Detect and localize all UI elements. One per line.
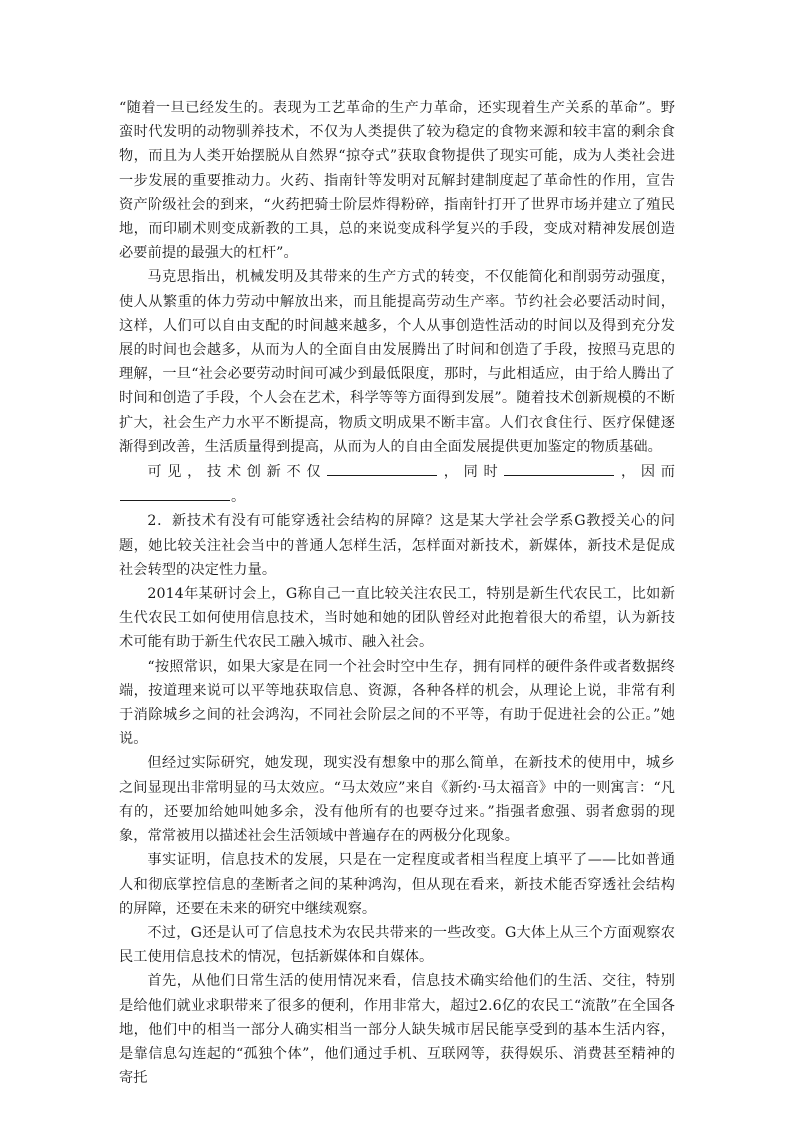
document-page bbox=[119, 96, 675, 1090]
matthew-effect-paragraph: 但经过实际研究，她发现，现实没有想象中的那么简单，在新技术的使用中，城乡之间显现出非常明显的马太效应。“马太效应”来自《新约·马太福音》中的一则寓言：“凡有的，还要加给她叫她多余，没有他所有的也要夺过来。”指强者愈强、弱者愈弱的现象，常常被用以描述社会生活领域中普遍存在的两极分化现象。 bbox=[119, 755, 675, 845]
paragraph-2: 马克思指出，机械发明及其带来的生产方式的转变，不仅能简化和削弱劳动强度，使人从繁重的体力劳动中解放出来，而且能提高劳动生产率。节约社会必要活动时间，这样，人们可以自由支配的时间越来越多，个人从事创造性活动的时间以及得到充分发展的时间也会越多，从而为人的全面自由发展腾出了时间和创造了手段，按照马克思的理解，一旦“社会必要劳动时间可减少到最低限度，那时，与此相适应，由于给人腾出了时间和创造了手段，个人会在艺术，科学等等方面得到发展”。随着技术创新规模的不断扩大，社会生产力水平不断提高，物质文明成果不断丰富。人们衣食住行、医疗保健逐渐得到改善，生活质量得到提高，从而为人的自由全面发展提供更加鉴定的物质基础。 bbox=[119, 269, 675, 455]
fill-in-text-4: 。 bbox=[231, 489, 246, 506]
answer-blank-1[interactable] bbox=[327, 459, 437, 476]
quote-paragraph: “按照常识，如果大家是在同一个社会时空中生存，拥有同样的硬件条件或者数据终端，按道理来说可以平等地获取信息、资源，各种各样的机会，从理论上说，非常有利于消除城乡之间的社会鸿沟，不同社会阶层之间的不平等，有助于促进社会的公正。”她说。 bbox=[119, 658, 675, 748]
fill-in-text-1: 可见，技术创新不仅 bbox=[147, 464, 327, 481]
answer-blank-3[interactable] bbox=[120, 484, 230, 501]
paragraph-8: 事实证明，信息技术的发展，只是在一定程度或者相当程度上填平了——比如普通人和彻底掌控信息的垄断者之间的某种鸿沟，但从现在看来，新技术能否穿透社会结构的屏障，还要在未来的研究中继续观察。 bbox=[119, 852, 675, 917]
answer-blank-2[interactable] bbox=[504, 459, 614, 476]
paragraph-10: 首先，从他们日常生活的使用情况来看，信息技术确实给他们的生活、交往，特别是给他们就业求职带来了很多的便利，作用非常大，超过2.6亿的农民工“流散”在全国各地，他们中的相当一部分人确实相当一部分人缺失城市居民能享受到的基本生活内容，是靠信息勾连起的“孤独个体”，他们通过手机、互联网等，获得娱乐、消费甚至精神的寄托 bbox=[119, 973, 675, 1087]
fill-in-text-2: ，同时 bbox=[438, 464, 504, 481]
question-2-paragraph: 2．新技术有没有可能穿透社会结构的屏障？这是某大学社会学系G教授关心的问题，她比较关注社会当中的普通人怎样生活，怎样面对新技术，新媒体，新技术是促成社会转型的决定性力量。 bbox=[119, 513, 675, 578]
fill-in-text-3: ，因而 bbox=[615, 464, 675, 481]
fill-in-blank-paragraph bbox=[119, 459, 675, 509]
paragraph-5: 2014年某研讨会上，G称自己一直比较关注农民工，特别是新生代农民工，比如新生代农民工如何使用信息技术，当时她和她的团队曾经对此抱着很大的希望，认为新技术可能有助于新生代农民工融入城市、融入社会。 bbox=[119, 586, 675, 651]
paragraph-1: “随着一旦已经发生的。表现为工艺革命的生产力革命，还实现着生产关系的革命”。野蛮时代发明的动物驯养技术，不仅为人类提供了较为稳定的食物来源和较丰富的剩余食物，而且为人类开始摆脱从自然界“掠夺式”获取食物提供了现实可能，成为人类社会进一步发展的重要推动力。火药、指南针等发明对瓦解封建制度起了革命性的作用，宣告资产阶级社会的到来，“火药把骑士阶层炸得粉碎，指南针打开了世界市场并建立了殖民地，而印刷术则变成新教的工具，总的来说变成科学复兴的手段，变成对精神发展创造必要前提的最强大的杠杆”。 bbox=[119, 100, 675, 262]
paragraph-9: 不过，G还是认可了信息技术为农民共带来的一些改变。G大体上从三个方面观察农民工使用信息技术的情况，包括新媒体和自媒体。 bbox=[119, 924, 675, 966]
